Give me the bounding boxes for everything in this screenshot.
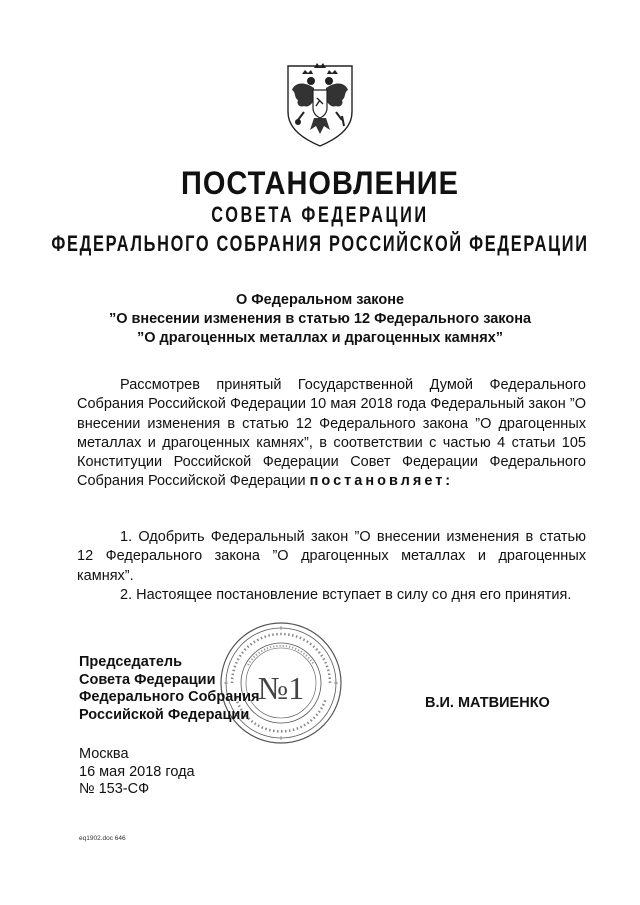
position-line1: Председатель — [79, 654, 183, 670]
document-number: № 153-СФ — [79, 781, 150, 797]
subject-line1: О Федеральном законе — [235, 292, 405, 308]
resolution-items — [77, 528, 586, 605]
resolution-item-1: 1. Одобрить Федеральный закон ”О внесении изменения в статью 12 Федерального закона ”О драгоценных металлах и драгоценных камнях”. — [77, 529, 586, 584]
document-title: ПОСТАНОВЛЕНИЕ — [181, 166, 459, 202]
date: 16 мая 2018 года — [79, 763, 195, 780]
issuer-line1: СОВЕТА ФЕДЕРАЦИИ — [211, 203, 429, 228]
place-and-date — [79, 746, 195, 799]
city: Москва — [79, 746, 129, 762]
footer-code: eq1902.doc 646 — [79, 835, 126, 842]
position-line2: Совета Федерации — [79, 671, 216, 688]
resolution-item-2: 2. Настоящее постановление вступает в силу со дня его принятия. — [120, 586, 572, 603]
resolves-word: постановляет: — [309, 473, 454, 490]
stamp-number: №1 — [257, 670, 305, 706]
position-line3: Федерального Собрания — [79, 689, 260, 705]
subject-heading — [60, 291, 580, 348]
position-line4: Российской Федерации — [79, 706, 250, 723]
subject-line2: ”О внесении изменения в статью 12 Федерального закона — [108, 311, 532, 327]
signatory-position — [79, 654, 259, 724]
russian-coat-of-arms-icon — [284, 60, 356, 148]
signatory-name: В.И. МАТВИЕНКО — [425, 695, 550, 711]
subject-line3: ”О драгоценных металлах и драгоценных камнях” — [136, 330, 504, 346]
preamble-text: Рассмотрев принятый Государственной Думой Федерального Собрания Российской Федерации 10 мая 2018 года Федеральный закон ”О внесении изменения в статью 12 Федерального закона ”О драгоценных металлах и драгоценных камнях”, в соответствии с частью 4 статьи 105 Конституции Российской Федерации Совет Федерации Федерального Собрания Российской Федерации — [77, 377, 586, 490]
issuer-line2: ФЕДЕРАЛЬНОГО СОБРАНИЯ РОССИЙСКОЙ ФЕДЕРАЦИИ — [51, 232, 589, 257]
preamble-paragraph — [77, 376, 586, 492]
